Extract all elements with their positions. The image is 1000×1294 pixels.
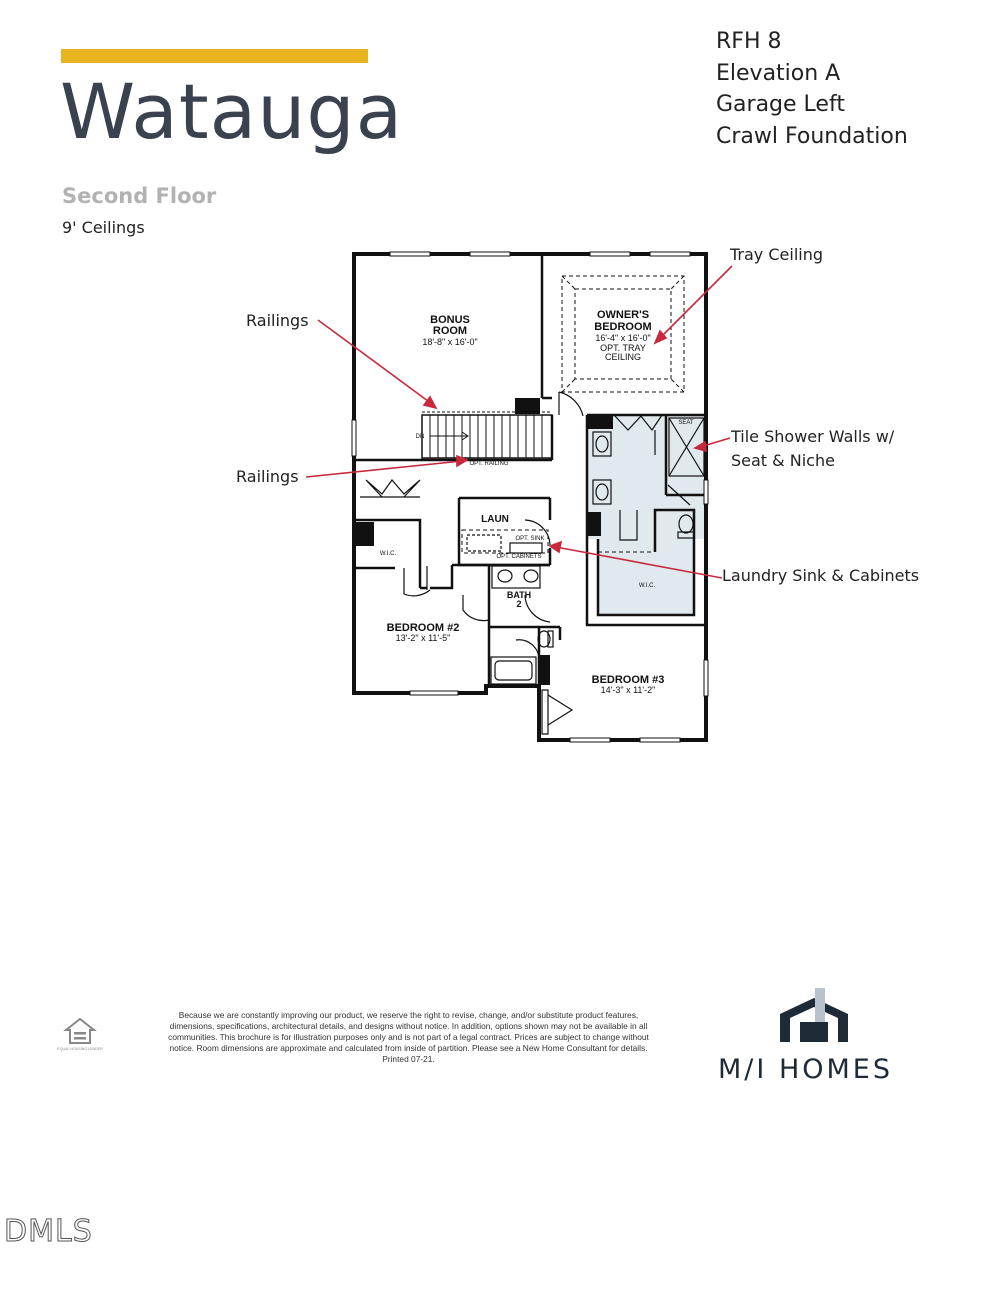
- wic-left-label: W.I.C.: [379, 551, 397, 557]
- opt-railing-label: OPT. RAILING: [469, 461, 509, 467]
- dmls-watermark: DMLS: [4, 1214, 93, 1249]
- brand-name: M/I HOMES: [718, 1054, 893, 1085]
- bath-2-label: BATH: [506, 590, 532, 600]
- owners-opt-tray: OPT. TRAY: [600, 343, 646, 353]
- plan-code: RFH 8: [716, 29, 782, 54]
- bedroom-2-label: BEDROOM #2: [386, 622, 460, 634]
- bonus-room-label: BONUS: [430, 314, 470, 326]
- callout-tile-shower-line2: Seat & Niche: [731, 451, 835, 470]
- callout-tile-shower-line1: Tile Shower Walls w/: [731, 427, 895, 446]
- bedroom-3-label: BEDROOM #3: [591, 674, 665, 686]
- callout-tray-ceiling: Tray Ceiling: [730, 245, 824, 264]
- owners-bedroom-dims: 16'-4" x 16'-0": [595, 333, 651, 343]
- bedroom-3-dims: 14'-3" x 11'-2": [600, 685, 656, 695]
- stairs: [422, 412, 552, 458]
- stairs-down-label: DN: [415, 434, 425, 440]
- bath-2-number: 2: [516, 599, 522, 609]
- laundry-label: LAUN: [481, 514, 509, 525]
- wic-owner-label: W.I.C.: [638, 583, 656, 589]
- equal-housing-text: EQUAL HOUSING LENDER: [57, 1047, 103, 1051]
- callout-laundry: Laundry Sink & Cabinets: [722, 566, 920, 585]
- wall-blocks: [354, 398, 613, 685]
- elevation: Elevation A: [716, 60, 841, 86]
- callout-railings-top: Railings: [246, 311, 309, 330]
- owners-opt-ceiling: CEILING: [604, 352, 642, 362]
- bedroom-2-dims: 13'-2" x 11'-5": [395, 633, 451, 643]
- owners-bedroom-label-2: BEDROOM: [594, 321, 652, 333]
- seat-label: SEAT: [678, 420, 694, 426]
- garage: Garage Left: [716, 92, 845, 117]
- foundation: Crawl Foundation: [716, 123, 908, 149]
- ceiling-height: 9' Ceilings: [62, 218, 145, 237]
- equal-housing-lender-icon: [57, 1017, 103, 1051]
- disclaimer: Because we are constantly improving our product, we reserve the right to revise, change, and/or substitute product features, dimensions, specifications, architectural details, and designs without notice. In addition, options shown may not be available in all communities. This brochure is for illustration purposes only and is not part of a legal contract. Prices are subject to change without notice. Room dimensions are approximate and calculated from inside of partition. Please see a New Home Consultant for details. Printed 07-21.: [168, 1010, 649, 1064]
- bonus-room-dims: 18'-8" x 16'-0": [422, 337, 478, 347]
- floor-name: Second Floor: [62, 184, 217, 208]
- opt-sink-label: OPT. SINK: [515, 536, 545, 542]
- callout-tile-shower: [731, 425, 894, 473]
- plan-title: Watauga: [60, 67, 404, 156]
- bonus-room-label-2: ROOM: [432, 325, 468, 337]
- opt-cabinets-label: OPT. CABINETS: [496, 554, 542, 560]
- callout-railings-bottom: Railings: [236, 467, 299, 486]
- owners-bedroom-label: OWNER'S: [596, 309, 650, 321]
